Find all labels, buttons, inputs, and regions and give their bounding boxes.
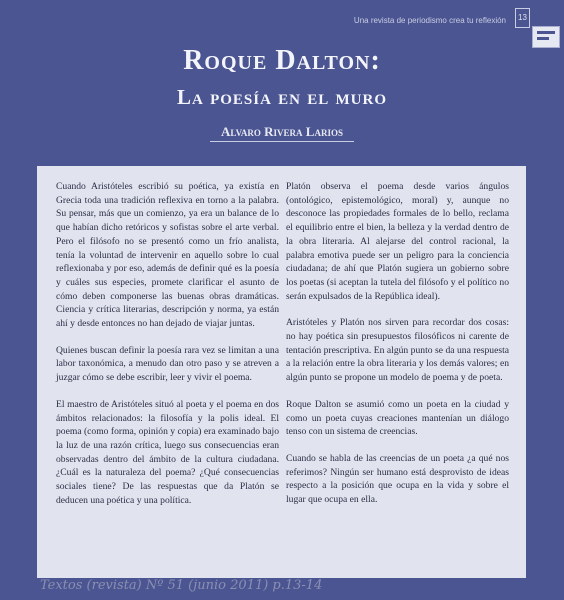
paragraph: Cuando se habla de las creencias de un poeta ¿a qué nos referimos? Ningún ser humano está desprovisto de ideas respecto a la posición que ocupa en la vida y sobre el lugar que ocupa en ella. — [286, 452, 509, 506]
page-number: 13 — [515, 8, 530, 28]
paragraph: Roque Dalton se asumió como un poeta en la ciudad y como un poeta cuyas creaciones mantenían un diálogo tenso con un sistema de creencias. — [286, 398, 509, 438]
article-header — [0, 0, 564, 166]
paragraph: Aristóteles y Platón nos sirven para recordar dos cosas: no hay poética sin presupuestos filosóficos ni carente de tentación prescriptiva. En algún punto se da una respuesta a la relación entre la obra literaria y los demás valores; en algún punto se propone un modelo de poema y de poeta. — [286, 317, 509, 384]
article-body — [37, 166, 526, 578]
paragraph: El maestro de Aristóteles situó al poeta y el poema en dos ámbitos relacionados: la filosofía y la polis ideal. El poema (como forma, opinión y copia) era examinado bajo la luz de una razón crítica, luego sus consecuencias eran observadas dentro del ámbito de la cultura ciudadana. ¿Cuál es la naturaleza del poema? ¿Qué consecuencias sociales tiene? De las respuestas que da Platón se deducen una poética y una política. — [56, 398, 279, 506]
left-column — [56, 180, 279, 520]
handwritten-citation: Textos (revista) Nº 51 (junio 2011) p.13-14 — [40, 578, 323, 593]
right-column — [286, 180, 509, 520]
paragraph: Quienes buscan definir la poesía rara vez se limitan a una labor taxonómica, a menudo dan otro paso y se atreven a juzgar cómo se debe escribir, leer y vivir el poema. — [56, 344, 279, 384]
article-title-line2: La poesía en el muro — [176, 85, 388, 109]
paragraph: Cuando Aristóteles escribió su poética, ya existía en Grecia toda una tradición reflexiva en torno a la palabra. Su pensar, más que un comienzo, ya era un balance de lo que habían dicho retóricos y sofistas sobre el arte verbal. Pero el filósofo no se presentó como un frío analista, tenía la voluntad de intervenir en aquello sobre lo cual reflexionaba y por eso, además de definir qué es la poesía y cuáles sus especies, promete clarificar el asunto de cómo deben componerse las buenas obras dramáticas. Ciencia y crítica literarias, descripción y norma, ya están ahí y desde entonces no han dejado de viajar juntas. — [56, 181, 279, 330]
article-author: Alvaro Rivera Larios — [221, 124, 343, 139]
paragraph: Platón observa el poema desde varios ángulos (ontológico, epistemológico, moral) y, aunque no desconoce las propiedades formales de lo bello, reclama el equilibrio entre el bien, la belleza y la verdad dentro de la obra literaria. Al alejarse del control racional, la palabra emotiva puede ser un peligro para la conciencia ciudadana; de ahí que Platón sugiera un gobierno sobre los poetas (si aceptan la tutela del filósofo y el político no serán expulsados de la República ideal). — [286, 181, 509, 302]
author-underline — [210, 141, 354, 142]
article-title-line1: Roque Dalton: — [183, 45, 381, 76]
running-head: Una revista de periodismo crea tu reflexión — [353, 16, 506, 25]
